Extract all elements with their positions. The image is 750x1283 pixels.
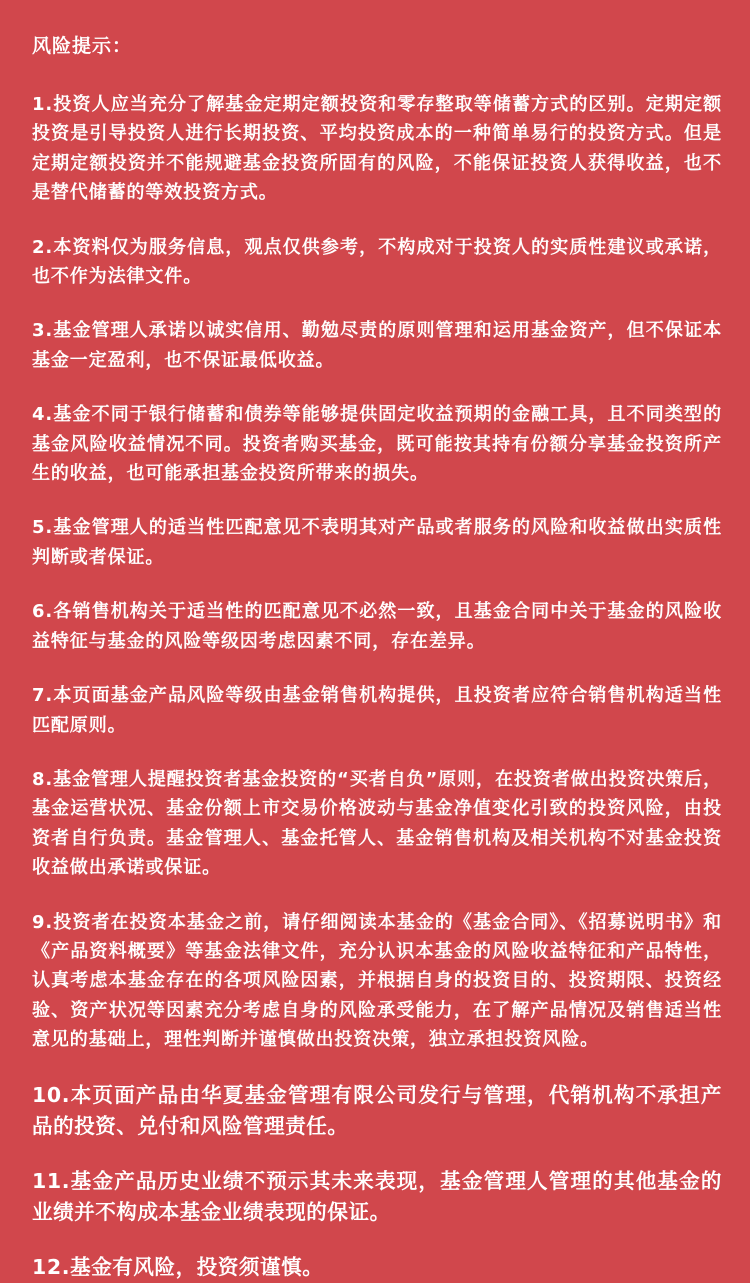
- risk-item-1: 1.投资人应当充分了解基金定期定额投资和零存整取等储蓄方式的区别。定期定额投资是引导投资人进行长期投资、平均投资成本的一种简单易行的投资方式。但是定期定额投资并不能规避基金投资所固有的风险，不能保证投资人获得收益，也不是替代储蓄的等效投资方式。: [32, 94, 722, 204]
- risk-item-5: 5.基金管理人的适当性匹配意见不表明其对产品或者服务的风险和收益做出实质性判断或者保证。: [32, 517, 722, 568]
- risk-item-3: 3.基金管理人承诺以诚实信用、勤勉尽责的原则管理和运用基金资产，但不保证本基金一定盈利，也不保证最低收益。: [32, 320, 722, 371]
- risk-item-4: 4.基金不同于银行储蓄和债券等能够提供固定收益预期的金融工具，且不同类型的基金风险收益情况不同。投资者购买基金，既可能按其持有份额分享基金投资所产生的收益，也可能承担基金投资所带来的损失。: [32, 404, 722, 485]
- risk-item-2: 2.本资料仅为服务信息，观点仅供参考，不构成对于投资人的实质性建议或承诺，也不作为法律文件。: [32, 236, 722, 288]
- risk-item-7: 7.本页面基金产品风险等级由基金销售机构提供，且投资者应符合销售机构适当性匹配原则。: [32, 685, 722, 736]
- risk-item-12: 12.基金有风险，投资须谨慎。: [32, 1254, 324, 1279]
- page-title: 风险提示：: [32, 35, 133, 57]
- risk-item-11: 11.基金产品历史业绩不预示其未来表现，基金管理人管理的其他基金的业绩并不构成本基金业绩表现的保证。: [32, 1168, 722, 1224]
- risk-item-9: 9.投资者在投资本基金之前，请仔细阅读本基金的《基金合同》、《招募说明书》和《产品资料概要》等基金法律文件，充分认识本基金的风险收益特征和产品特性，认真考虑本基金存在的各项风险因素，并根据自身的投资目的、投资期限、投资经验、资产状况等因素充分考虑自身的风险承受能力，在了解产品情况及销售适当性意见的基础上，理性判断并谨慎做出投资决策，独立承担投资风险。: [32, 911, 722, 1051]
- risk-item-8: 8.基金管理人提醒投资者基金投资的“买者自负”原则，在投资者做出投资决策后，基金运营状况、基金份额上市交易价格波动与基金净值变化引致的投资风险，由投资者自行负责。基金管理人、基金托管人、基金销售机构及相关机构不对基金投资收益做出承诺或保证。: [32, 768, 722, 879]
- risk-item-6: 6.各销售机构关于适当性的匹配意见不必然一致，且基金合同中关于基金的风险收益特征与基金的风险等级因考虑因素不同，存在差异。: [32, 601, 722, 652]
- risk-item-10: 10.本页面产品由华夏基金管理有限公司发行与管理，代销机构不承担产品的投资、兑付和风险管理责任。: [32, 1082, 722, 1138]
